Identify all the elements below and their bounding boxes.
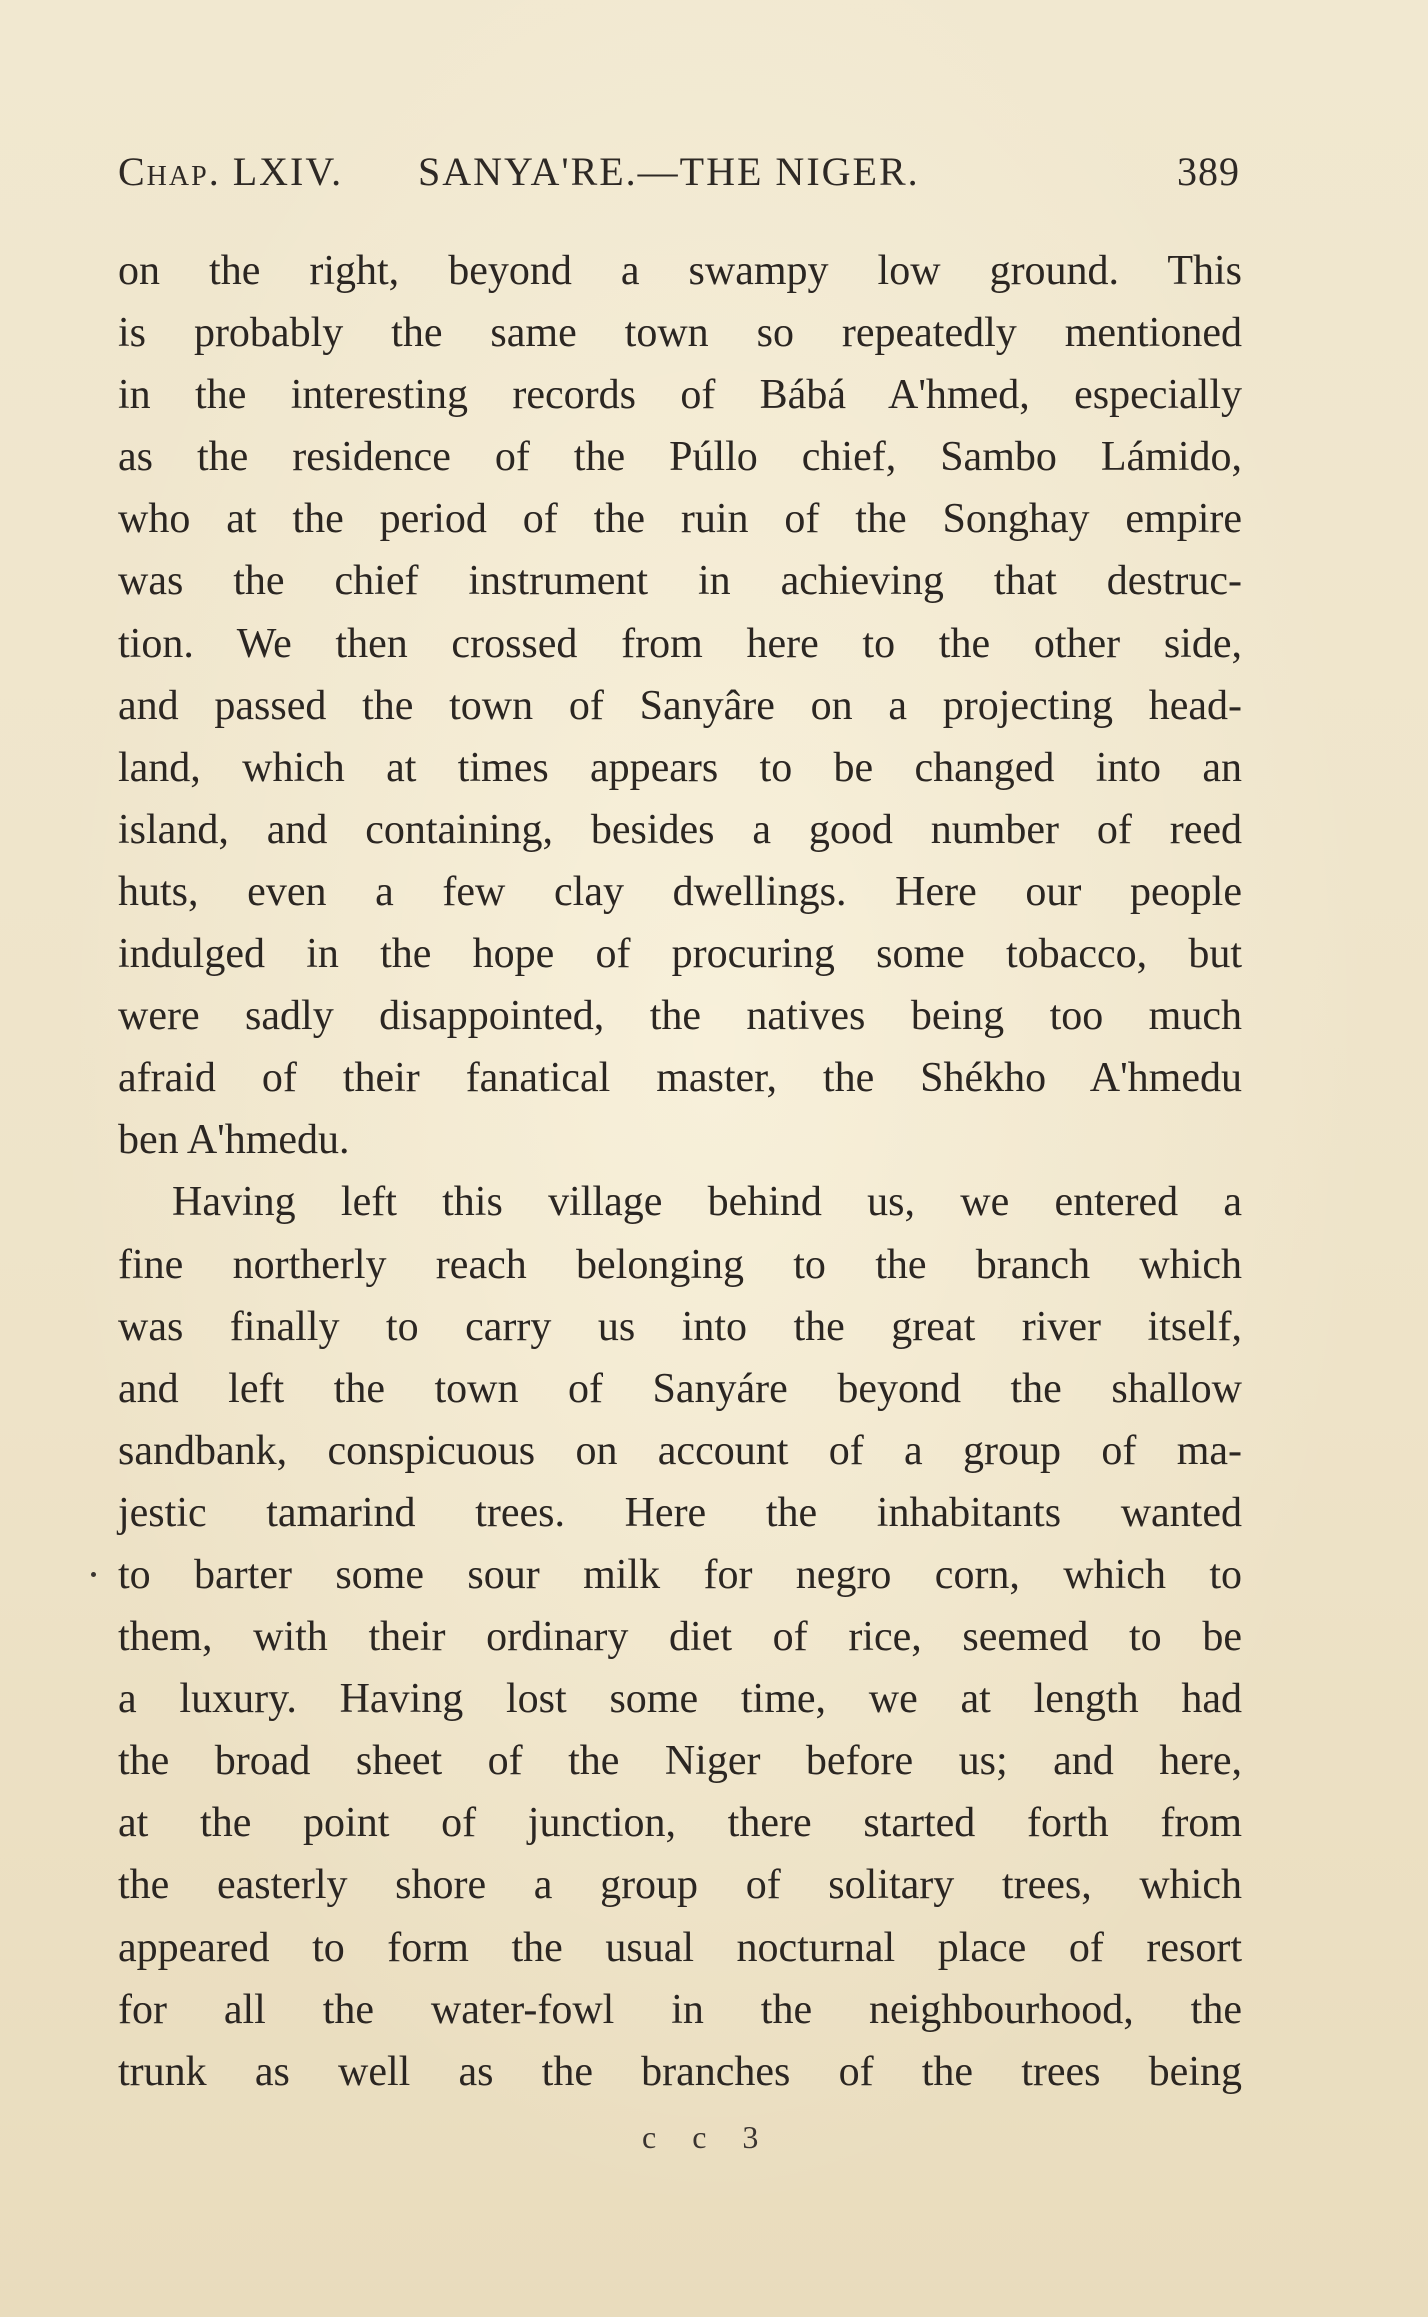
page-number: 389 [1177, 149, 1240, 194]
running-title: SANYA'RE.—THE NIGER. [418, 149, 920, 194]
text-line: huts, even a few clay dwellings. Here our people [118, 868, 1242, 915]
margin-mark [91, 1572, 96, 1577]
text-line: afraid of their fanatical master, the Shékho A'hmedu [118, 1055, 1242, 1102]
text-line: were sadly disappointed, the natives being too much [118, 993, 1242, 1040]
text-line: jestic tamarind trees. Here the inhabitants wanted [118, 1489, 1242, 1536]
text-line: was the chief instrument in achieving that destruc- [118, 558, 1242, 605]
text-line: the easterly shore a group of solitary trees, which [118, 1862, 1242, 1909]
text-line: island, and containing, besides a good number of reed [118, 806, 1242, 853]
signature-mark: c c 3 [642, 2119, 773, 2155]
chapter-label: Chap. LXIV. [118, 149, 344, 194]
text-line: the broad sheet of the Niger before us; and here, [118, 1738, 1242, 1785]
text-line: to barter some sour milk for negro corn, which to [118, 1551, 1242, 1598]
text-line: on the right, beyond a swampy low ground. This [118, 248, 1242, 294]
text-line: and left the town of Sanyáre beyond the shallow [118, 1365, 1242, 1412]
text-line: a luxury. Having lost some time, we at length had [118, 1676, 1242, 1723]
body-text [118, 240, 1242, 2103]
text-line: sandbank, conspicuous on account of a group of ma- [118, 1427, 1242, 1474]
text-line: is probably the same town so repeatedly mentioned [118, 310, 1242, 357]
text-line: appeared to form the usual nocturnal place of resort [118, 1924, 1242, 1971]
running-header [118, 148, 1240, 208]
text-line: as the residence of the Púllo chief, Sambo Lámido, [118, 434, 1242, 481]
text-line: indulged in the hope of procuring some tobacco, but [118, 931, 1242, 978]
text-line: for all the water-fowl in the neighbourhood, the [118, 1986, 1242, 2033]
text-line: fine northerly reach belonging to the branch which [118, 1241, 1242, 1288]
text-line: and passed the town of Sanyâre on a projecting head- [118, 682, 1242, 729]
text-line: at the point of junction, there started forth from [118, 1800, 1242, 1847]
text-line: land, which at times appears to be changed into an [118, 744, 1242, 791]
text-line: tion. We then crossed from here to the other side, [118, 620, 1242, 667]
text-line: was finally to carry us into the great river itself, [118, 1303, 1242, 1350]
paragraph-end-line: ben A'hmedu. [118, 1117, 350, 1164]
paragraph-start-line: Having left this village behind us, we entered a [172, 1179, 1242, 1226]
text-line: in the interesting records of Bábá A'hmed, especially [118, 372, 1242, 419]
text-line: who at the period of the ruin of the Songhay empire [118, 496, 1242, 543]
text-line: trunk as well as the branches of the trees being [118, 2048, 1242, 2095]
text-line: them, with their ordinary diet of rice, seemed to be [118, 1614, 1242, 1661]
